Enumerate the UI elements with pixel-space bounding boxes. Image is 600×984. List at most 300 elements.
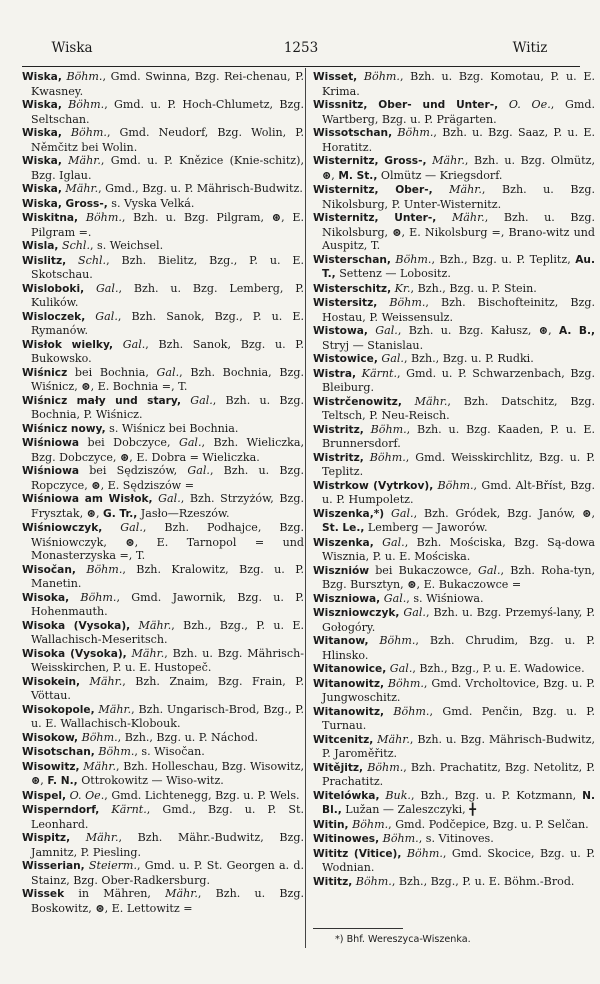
entry-text: , Gmd. Weisskirchlitz, Bzg. u. P. Teplitz. — [322, 450, 595, 478]
gazetteer-entry — [22, 394, 304, 422]
entry-text: , Gmd., Bzg. u. P. Mährisch-Budwitz. — [98, 182, 303, 195]
place-name: Wiśnicz nowy, — [22, 422, 106, 435]
cross-icon: ╋ — [469, 803, 476, 816]
place-name: Wisserian, — [22, 860, 85, 872]
gazetteer-entry — [22, 282, 304, 310]
entry-text: , Bzh. Strzyżów, Bzg. Frysztak, — [31, 492, 304, 520]
entry-text: , E. Lettowitz = — [104, 901, 193, 915]
place-name: Wiska, — [22, 155, 62, 167]
place-name: Wiska, Gross-, — [22, 197, 108, 210]
post-office-icon: ⊛ — [31, 774, 41, 787]
region-abbrev: Gal. — [477, 563, 501, 577]
entry-text: , Bzh. Bischofteinitz, Bzg. Hostau, P. Weissensulz. — [322, 296, 595, 324]
entry-text: Jasło—Rzeszów. — [137, 506, 230, 520]
entry-text: , s. Vitinoves. — [418, 832, 494, 845]
left-column — [22, 70, 304, 915]
post-office-icon: ⊛ — [119, 450, 130, 464]
gazetteer-entry — [22, 254, 304, 282]
region-abbrev: Mähr. — [94, 702, 132, 716]
place-name: Wisterschan, — [313, 253, 391, 266]
region-abbrev: Böhm. — [61, 126, 107, 139]
place-name: Wiskitna, — [22, 212, 79, 224]
region-abbrev: Mähr. — [80, 674, 123, 688]
gazetteer-entry — [22, 675, 304, 703]
region-abbrev: Böhm. — [384, 676, 424, 690]
gazetteer-entry — [22, 436, 304, 464]
region-abbrev: Kärnt. — [99, 803, 147, 816]
entry-text: , Bzh. Znaim, Bzg. Frain, P. Vöttau. — [31, 674, 304, 702]
place-name: Wiska, — [22, 71, 62, 83]
region-abbrev: Böhm. — [392, 126, 434, 139]
gazetteer-entry — [22, 338, 304, 366]
entry-text: , Gmd. Swinna, Bzg. Rei-chenau, P. Kwasney. — [31, 70, 304, 98]
place-name: Witelówka, — [313, 789, 380, 802]
place-name: Wiśniowczyk, — [22, 522, 103, 534]
gazetteer-entry — [22, 197, 304, 212]
gazetteer-entry — [22, 745, 304, 760]
entry-text: in Mähren, — [64, 887, 166, 900]
entry-text: , Bzh. u. Bzg. Lemberg, P. Kulików. — [31, 281, 305, 309]
place-name: Wiśnicz — [22, 366, 68, 379]
gazetteer-entry — [313, 761, 595, 789]
region-abbrev: Böhm. — [433, 478, 474, 492]
entry-text: , Bzh. u. Bzg. Mährisch-Weisskirchen, P. u. E. Hustopeč. — [31, 646, 304, 674]
entry-text: , Bzh. Bielitz, Bzg., P. u. E. Skotschau. — [31, 253, 305, 281]
region-abbrev: Böhm. — [75, 562, 123, 576]
gazetteer-entry — [22, 310, 304, 338]
page-number: 1253 — [283, 40, 319, 56]
entry-text: , Bzh. u. Bzg. Boskowitz, — [31, 887, 304, 915]
entry-text: , Gmd. u. P. Hoch-Chlumetz, Bzg. Seltschan. — [31, 98, 304, 126]
place-name: Witanowitz, — [313, 677, 385, 690]
entry-text: , Gmd. Alt-Bříst, Bzg. u. P. Humpoletz. — [322, 478, 595, 506]
place-name: Wispel, — [22, 789, 67, 802]
entry-text: , Bzh. u. Bzg. Komotau, P. u. E. Krima. — [322, 70, 595, 98]
entry-text: s. Vyska Velká. — [107, 196, 195, 210]
place-name: Wiszniów — [313, 564, 370, 577]
region-abbrev: Böhm. — [377, 296, 426, 309]
region-abbrev: Böhm. — [69, 590, 117, 604]
place-name: Wistersitz, — [313, 297, 378, 309]
entry-text: , E. Sędziszów = — [100, 478, 194, 492]
entry-text: , Gmd. u. P. St. Georgen a. d. Stainz, Bzg. Ober-Radkersburg. — [31, 859, 304, 887]
region-abbrev: Mähr. — [130, 618, 172, 632]
place-name: Wissotschan, — [313, 127, 393, 139]
place-name: Wiska, — [22, 99, 62, 111]
page-header — [22, 40, 580, 64]
place-name: Wisternitz, Unter-, — [313, 212, 437, 224]
place-name: Wisternitz, Gross-, — [313, 155, 427, 167]
entry-text: , Bzh. Ungarisch-Brod, Bzg., P. u. E. Wallachisch-Klobouk. — [31, 702, 304, 730]
gazetteer-entry — [313, 423, 595, 451]
gazetteer-entry — [22, 126, 304, 154]
entry-text: , Bzh. u. Bzg. Przemyś-lany, P. Gołogóry. — [322, 606, 596, 634]
gazetteer-entry — [22, 647, 304, 675]
entry-text: , — [95, 506, 104, 520]
entry-text: , Gmd. Lichtenegg, Bzg. u. P. Wels. — [104, 788, 300, 802]
entry-text: , Gmd. Wartberg, Bzg. u. P. Prägarten. — [322, 98, 595, 126]
entry-text: , Bzh. u. Bzg. Bochnia, P. Wiśnicz. — [31, 393, 304, 421]
region-abbrev: Schl. — [58, 239, 90, 252]
place-name: Wisłok wielky, — [22, 338, 114, 351]
region-abbrev: Kr. — [391, 281, 411, 295]
gazetteer-entry — [313, 183, 595, 211]
gazetteer-entry — [22, 366, 304, 394]
entry-text: bei Bukaczowce, — [369, 563, 478, 577]
place-name: Wisloczek, — [22, 310, 86, 323]
place-name: Wiszniowa, — [313, 592, 381, 605]
entry-text: , Bzh. Datschitz, Bzg. Teltsch, P. Neu-Reisch. — [322, 394, 595, 422]
entry-text: bei Bochnia, — [67, 365, 157, 379]
region-abbrev: Böhm. — [61, 98, 105, 111]
place-name: Wisperndorf, — [22, 804, 100, 816]
entry-text: , Gmd. Vrcholtovice, Bzg. u. P. Jungwoschitz. — [322, 676, 595, 704]
gazetteer-entry — [313, 126, 595, 154]
entry-text: , Bzh. u. Bzg. Ropczyce, — [31, 464, 304, 492]
place-name: Wisset, — [313, 71, 358, 83]
place-name: Wissek — [22, 888, 65, 900]
place-name: Wissnitz, Ober- und Unter-, — [313, 99, 499, 111]
gazetteer-entry — [22, 760, 304, 789]
gazetteer-entry — [313, 98, 595, 126]
footnote: *) Bhf. Wereszyca-Wiszenka. — [335, 934, 471, 945]
post-office-icon: ⊛ — [271, 211, 282, 224]
gazetteer-entry — [22, 239, 304, 254]
place-name: Witějitz, — [313, 761, 364, 774]
entry-text: , Bzh. u. Bzg. Pilgram, — [121, 211, 272, 224]
entry-text: Olmütz — Kriegsdorf. — [377, 168, 503, 182]
region-abbrev: Böhm. — [363, 450, 406, 464]
place-name: Wiśniowa am Wisłok, — [22, 493, 153, 505]
region-abbrev: Gal. — [178, 436, 202, 449]
region-abbrev: Steierm. — [84, 859, 137, 872]
region-abbrev: Gal. — [187, 464, 210, 477]
gazetteer-entry — [313, 70, 595, 98]
place-name: Wisočan, — [22, 563, 76, 576]
entry-text: , Gmd. Skocice, Bzg. u. P. Wodnian. — [322, 846, 595, 874]
gazetteer-entry — [313, 507, 595, 536]
gazetteer-entry — [22, 182, 304, 197]
entry-text: , Gmd. u. P. Knězice (Knie-schitz), Bzg. Iglau. — [31, 154, 304, 182]
gazetteer-entry — [22, 521, 304, 563]
entry-text: , Bzh. Kralowitz, Bzg. u. P. Manetin. — [31, 562, 304, 590]
place-name: Wiszniowczyk, — [313, 607, 400, 619]
entry-text: , s. Wiśniowa. — [406, 591, 484, 605]
gazetteer-entry — [22, 703, 304, 731]
place-name: Witcenitz, — [313, 733, 374, 746]
place-name: Wistrkow (Vytrkov), — [313, 479, 434, 492]
gazetteer-entry — [22, 591, 304, 619]
entry-text: , Bzh., Bzg., P. u. E. Wadowice. — [412, 662, 585, 675]
gazetteer-entry — [22, 731, 304, 746]
place-name: Wistritz, — [313, 451, 364, 464]
entry-text: , Bzh. Sanok, Bzg., P. u. E. Rymanów. — [31, 309, 304, 337]
post-office-icon: ⊛ — [582, 506, 592, 520]
entry-text: , Bzh. u. Bzg. Kałusz, — [397, 324, 539, 337]
header-right-catchword: Witiz — [512, 40, 548, 56]
region-abbrev: Schl. — [66, 253, 107, 267]
gazetteer-entry — [313, 451, 595, 479]
place-name: Wisowitz, — [22, 760, 80, 773]
place-name: A. B., — [558, 325, 596, 337]
gazetteer-entry — [313, 592, 595, 607]
entry-text: , Bzh., Bzg., P. u. E. Wallachisch-Meseritsch. — [31, 618, 304, 646]
gazetteer-entry — [313, 606, 595, 634]
place-name: Wititz (Vitice), — [313, 847, 402, 860]
entry-text: Lužan — Zaleszczyki, — [341, 803, 470, 816]
region-abbrev: Mähr. — [436, 211, 485, 224]
gazetteer-entry — [313, 324, 595, 352]
region-abbrev: Mähr. — [426, 154, 465, 167]
gazetteer-entry — [313, 789, 595, 818]
region-abbrev: Gal. — [373, 535, 405, 549]
entry-text: , Gmd. Jawornik, Bzg. u. P. Hohenmauth. — [31, 590, 304, 618]
entry-text: , Bzh. u. Bzg. Kaaden, P. u. E. Brunnersdorf. — [322, 422, 595, 450]
entry-text: , — [40, 774, 48, 787]
place-name: Wititz, — [313, 875, 353, 888]
region-abbrev: Gal. — [386, 662, 413, 675]
region-abbrev: Mähr. — [70, 831, 119, 844]
place-name: Wisokow, — [22, 731, 79, 744]
gazetteer-entry — [313, 296, 595, 324]
region-abbrev: Böhm. — [368, 634, 416, 647]
place-name: Wistra, — [313, 367, 357, 380]
region-abbrev: Böhm. — [348, 817, 389, 831]
entry-text: , Bzh. u. Bzg. Olmütz, — [464, 154, 596, 167]
gazetteer-entry — [22, 831, 304, 859]
post-office-icon: ⊛ — [86, 506, 96, 520]
region-abbrev: Böhm. — [390, 252, 432, 266]
header-left-catchword: Wiska — [51, 40, 93, 56]
place-name: F. N., — [47, 775, 78, 787]
place-name: M. St., — [338, 169, 378, 182]
entry-text: Lemberg — Jaworów. — [364, 521, 488, 534]
entry-text: , Bzh. Mähr.-Budwitz, Bzg. Jamnitz, P. Piesling. — [31, 831, 304, 859]
entry-text: , E. Bochnia =, T. — [90, 380, 188, 393]
region-abbrev: Mähr. — [61, 182, 99, 195]
region-abbrev: Böhm. — [78, 730, 118, 744]
place-name: Wisla, — [22, 240, 59, 252]
post-office-icon: ⊛ — [81, 380, 91, 393]
gazetteer-entry — [313, 677, 595, 705]
place-name: Witinowes, — [313, 833, 380, 845]
place-name: Wispitz, — [22, 832, 71, 844]
entry-text: Ottrokowitz — Wiso-witz. — [77, 774, 224, 787]
region-abbrev: Mähr. — [61, 154, 101, 167]
place-name: Wisloboki, — [22, 282, 85, 295]
gazetteer-entry — [313, 662, 595, 677]
entry-text: , Gmd. Podčepice, Bzg. u. P. Selčan. — [388, 817, 589, 831]
place-name: Wistowa, — [313, 325, 368, 337]
post-office-icon: ⊛ — [322, 168, 332, 182]
region-abbrev: Gal. — [84, 281, 119, 295]
region-abbrev: Kärnt. — [356, 366, 398, 380]
place-name: Wiska, — [22, 127, 62, 139]
gazetteer-entry — [313, 875, 595, 890]
gazetteer-entry — [313, 832, 595, 847]
place-name: Wisoka (Vysoka), — [22, 647, 127, 660]
region-abbrev: O. Oe. — [498, 98, 551, 111]
post-office-icon: ⊛ — [407, 578, 417, 591]
gazetteer-entry — [313, 395, 595, 423]
place-name: Wislitz, — [22, 254, 67, 267]
gazetteer-entry — [313, 211, 595, 253]
region-abbrev: Mähr. — [165, 887, 198, 900]
region-abbrev: Gal. — [85, 309, 118, 323]
place-name: Wisterschitz, — [313, 282, 392, 295]
gazetteer-entry — [22, 563, 304, 591]
region-abbrev: Böhm. — [357, 70, 400, 83]
place-name: N. Bl., — [322, 789, 595, 816]
entry-text: , — [548, 324, 559, 337]
region-abbrev: Böhm. — [401, 846, 443, 860]
place-name: Witin, — [313, 818, 349, 831]
gazetteer-entry — [22, 464, 304, 492]
entry-text: , E. Dobra = Wieliczka. — [129, 450, 260, 464]
entry-text: , Bzh. Bochnia, Bzg. Wiśnicz, — [31, 365, 304, 393]
gazetteer-entry — [313, 564, 595, 592]
gazetteer-entry — [22, 789, 304, 804]
entry-text: , Bzh. Mościska, Bzg. Są-dowa Wisznia, P. u. E. Mościska. — [322, 535, 596, 563]
entry-text: Settenz — Lobositz. — [335, 267, 451, 280]
gazetteer-entry — [313, 705, 595, 733]
entry-text: , E. Nikolsburg =, Brano-witz und Auspitz, T. — [322, 225, 595, 252]
region-abbrev: Mähr. — [401, 394, 448, 408]
post-office-icon: ⊛ — [125, 535, 135, 549]
region-abbrev: Böhm. — [94, 745, 135, 758]
place-name: Wiszenka, — [313, 536, 374, 549]
region-abbrev: Gal. — [113, 337, 146, 351]
region-abbrev: Böhm. — [363, 760, 404, 774]
entry-text: , Bzh. Roha-tyn, Bzg. Bursztyn, — [322, 563, 595, 591]
entry-text: , Bzh. Gródek, Bzg. Janów, — [413, 506, 583, 520]
place-name: Wisoka, — [22, 591, 70, 604]
place-name: Wiszenka,*) — [313, 507, 385, 520]
region-abbrev: Mähr. — [79, 759, 117, 773]
gazetteer-entry — [313, 634, 595, 662]
region-abbrev: Gal. — [156, 365, 180, 379]
gazetteer-entry — [22, 492, 304, 521]
gazetteer-entry — [22, 803, 304, 831]
region-abbrev: Gal. — [399, 606, 426, 619]
gazetteer-entry — [313, 367, 595, 395]
region-abbrev: Mähr. — [432, 183, 482, 196]
gazetteer-entry — [22, 70, 304, 98]
place-name: St. Le., — [322, 522, 365, 534]
footnote-rule — [313, 928, 403, 929]
place-name: Wisoka (Vysoka), — [22, 619, 131, 632]
entry-text: , Bzh., Bzg. u. P. Teplitz, — [431, 252, 576, 266]
place-name: Wiska, — [22, 183, 62, 195]
gazetteer-entry — [313, 154, 595, 183]
place-name: Wistrčenowitz, — [313, 395, 402, 408]
gazetteer-entry — [22, 154, 304, 182]
entry-text: , s. Wisočan. — [134, 745, 205, 758]
place-name: Wisokopole, — [22, 703, 95, 716]
entry-text: bei Dobczyce, — [79, 436, 179, 449]
post-office-icon: ⊛ — [538, 324, 549, 337]
gazetteer-entry — [313, 733, 595, 761]
entry-text: , Bzh. Podhajce, Bzg. Wiśniowczyk, — [31, 521, 304, 549]
gazetteer-entry — [313, 536, 595, 564]
place-name: Witanowice, — [313, 663, 387, 675]
place-name: Au. T., — [322, 253, 595, 280]
region-abbrev: Böhm. — [78, 211, 122, 224]
place-name: Wistowice, — [313, 353, 378, 365]
entry-text: , Bzh. u. Bzg. Nikolsburg, P. Unter-Wisternitz. — [322, 183, 595, 211]
column-divider — [305, 68, 306, 948]
region-abbrev: O. Oe. — [66, 788, 105, 802]
entry-text: bei Sędziszów, — [79, 464, 188, 477]
place-name: Wisotschan, — [22, 746, 95, 758]
region-abbrev: Böhm. — [61, 70, 103, 83]
region-abbrev: Gal. — [102, 521, 143, 534]
entry-text: , — [331, 168, 339, 182]
entry-text: Stryj — Stanislau. — [322, 338, 424, 352]
region-abbrev: Gal. — [380, 591, 407, 605]
place-name: G. Tr., — [103, 507, 138, 520]
gazetteer-entry — [22, 211, 304, 239]
region-abbrev: Gal. — [384, 506, 414, 520]
place-name: Wisternitz, Ober-, — [313, 184, 433, 196]
entry-text: , Bzh., Bzg. u. P. Náchod. — [117, 730, 259, 744]
region-abbrev: Mähr. — [373, 732, 410, 746]
region-abbrev: Buk. — [379, 788, 411, 802]
entry-text: s. Wiśnicz bei Bochnia. — [105, 421, 239, 435]
entry-text: , Bzh. Chrudim, Bzg. u. P. Hlinsko. — [322, 634, 595, 662]
gazetteer-entry — [313, 818, 595, 833]
gazetteer-entry — [313, 847, 595, 875]
place-name: Wiśnicz mały und stary, — [22, 394, 181, 407]
entry-text: , Bzh. Holleschau, Bzg. Wisowitz, — [116, 759, 304, 773]
entry-text: , E. Tarnopol = und Monasterzyska =, T. — [31, 535, 304, 562]
gazetteer-entry — [22, 98, 304, 126]
entry-text: , Bzh. u. Bzg. Saaz, P. u. E. Horatitz. — [322, 126, 595, 154]
post-office-icon: ⊛ — [95, 901, 105, 915]
region-abbrev: Böhm. — [352, 874, 392, 888]
entry-text: , Bzh., Bzg. u. P. Stein. — [410, 281, 537, 295]
entry-text: , s. Weichsel. — [90, 239, 164, 252]
place-name: Wisokein, — [22, 675, 81, 688]
gazetteer-entry — [22, 859, 304, 887]
region-abbrev: Böhm. — [379, 832, 419, 845]
place-name: Wistritz, — [313, 423, 364, 436]
region-abbrev: Gal. — [180, 393, 213, 407]
post-office-icon: ⊛ — [91, 478, 101, 492]
region-abbrev: Böhm. — [363, 422, 407, 436]
gazetteer-entry — [22, 422, 304, 437]
right-column — [313, 70, 595, 889]
entry-text: , E. Pilgram =. — [31, 211, 304, 239]
entry-text: , Bzh., Bzg., P. u. E. Böhm.-Brod. — [391, 874, 575, 888]
post-office-icon: ⊛ — [392, 225, 402, 239]
gazetteer-entry — [22, 887, 304, 915]
place-name: Witanowitz, — [313, 705, 385, 718]
region-abbrev: Böhm. — [384, 704, 430, 718]
entry-text: , Gmd. Penčin, Bzg. u. P. Turnau. — [322, 704, 595, 732]
entry-text: , — [591, 506, 595, 520]
region-abbrev: Gal. — [377, 352, 404, 365]
entry-text: , E. Bukaczowce = — [416, 578, 522, 591]
entry-text: , Gmd. Neudorf, Bzg. Wolin, P. Němčitz bei Wolin. — [31, 126, 304, 154]
gazetteer-entry — [313, 479, 595, 507]
entry-text: , Bzh. Prachatitz, Bzg. Netolitz, P. Prachatitz. — [322, 760, 595, 788]
place-name: Witanow, — [313, 635, 369, 647]
header-rule — [22, 66, 580, 67]
entry-text: , Gmd., Bzg. u. P. St. Leonhard. — [31, 803, 304, 831]
entry-text: , Bzh., Bzg. u. P. Kotzmann, — [410, 788, 583, 802]
gazetteer-entry — [313, 282, 595, 297]
